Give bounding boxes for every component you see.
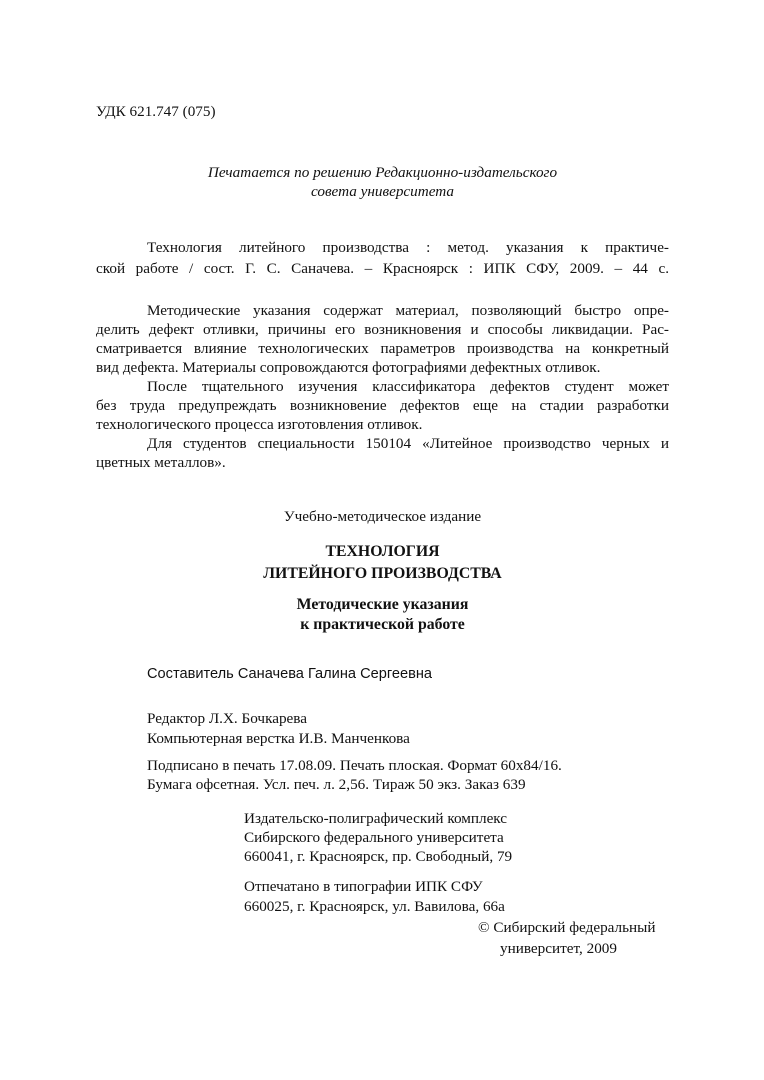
approval-line-2: совета университета <box>310 183 455 200</box>
subtitle-line-2: к практической работе <box>300 616 465 633</box>
citation-line-2: ской работе / сост. Г. С. Саначева. – Красноярск : ИПК СФУ, 2009. – 44 с. <box>96 260 669 277</box>
abstract-line-2: делить дефект отливки, причины его возникновения и способы ликвидации. Рас- <box>96 321 669 338</box>
abstract-line-8: Для студентов специальности 150104 «Литейное производство черных и <box>147 435 669 452</box>
abstract-line-5: После тщательного изучения классификатора дефектов студент может <box>147 378 669 395</box>
copyright-line-1: © Сибирский федеральный <box>478 919 656 936</box>
abstract-line-4: вид дефекта. Материалы сопровождаются фотографиями дефектных отливок. <box>96 359 601 376</box>
abstract-line-1: Методические указания содержат материал, позволяющий быстро опре- <box>147 302 669 319</box>
publisher-line-1: Издательско-полиграфический комплекс <box>244 810 508 827</box>
abstract-line-9: цветных металлов». <box>96 454 226 471</box>
edition-type: Учебно-методическое издание <box>283 508 482 525</box>
compiler: Составитель Саначева Галина Сергеевна <box>147 666 433 682</box>
title-line-1: ТЕХНОЛОГИЯ <box>325 543 440 560</box>
approval-line-1: Печатается по решению Редакционно-издательского <box>207 164 558 181</box>
printed-line-1: Отпечатано в типографии ИПК СФУ <box>244 878 483 895</box>
subtitle-line-1: Методические указания <box>296 596 469 613</box>
copyright-line-2: университет, 2009 <box>500 940 617 957</box>
abstract-line-3: сматривается влияние технологических параметров производства на конкретный <box>96 340 669 357</box>
abstract-line-6: без труда предупреждать возникновение дефектов еще на стадии разработки <box>96 397 669 414</box>
publisher-line-2: Сибирского федерального университета <box>244 829 504 846</box>
udk-code: УДК 621.747 (075) <box>96 103 216 120</box>
abstract-line-7: технологического процесса изготовления отливок. <box>96 416 423 433</box>
citation-line-1: Технология литейного производства : метод. указания к практиче- <box>147 239 669 256</box>
editor: Редактор Л.Х. Бочкарева <box>147 710 308 727</box>
print-info-line-1: Подписано в печать 17.08.09. Печать плоская. Формат 60х84/16. <box>147 757 562 774</box>
layout-credit: Компьютерная верстка И.В. Манченкова <box>147 730 410 747</box>
print-info-line-2: Бумага офсетная. Усл. печ. л. 2,56. Тираж 50 экз. Заказ 639 <box>147 776 526 793</box>
printed-address: 660025, г. Красноярск, ул. Вавилова, 66а <box>244 898 505 915</box>
title-line-2: ЛИТЕЙНОГО ПРОИЗВОДСТВА <box>263 565 502 582</box>
publisher-address: 660041, г. Красноярск, пр. Свободный, 79 <box>244 848 513 865</box>
